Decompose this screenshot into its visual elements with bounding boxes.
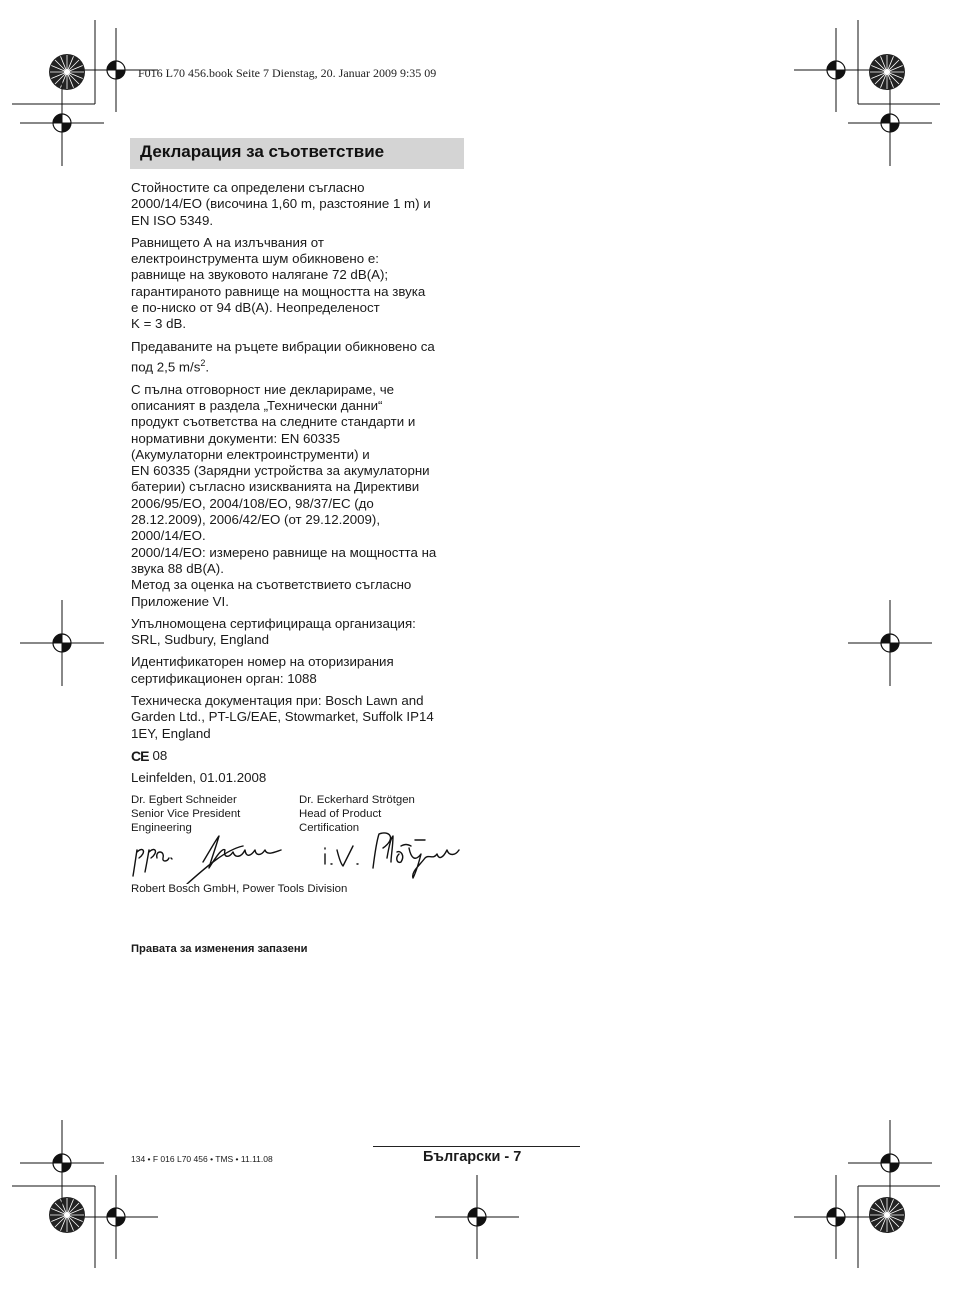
text-line: Упълномощена сертифицираща организация: — [131, 615, 416, 631]
text-line: Метод за оценка на съответствието съгласно — [131, 577, 412, 593]
text-line: EN 60335 (Зарядни устройства за акумулаторни — [131, 463, 430, 479]
text-line: K = 3 dB. — [131, 316, 187, 332]
company-name: Robert Bosch GmbH, Power Tools Division — [131, 883, 348, 895]
text-line: звука 88 dB(A). — [131, 560, 224, 576]
text-line: Идентификаторен номер на оторизирания — [131, 654, 394, 670]
section-title: Декларация за съответствие — [130, 138, 464, 169]
text-line: С пълна отговорност ние декларираме, че — [131, 381, 395, 397]
footer-page-label: Български - 7 — [423, 1149, 522, 1165]
text-line: 2006/95/ЕО, 2004/108/ЕО, 98/37/ЕС (до — [131, 495, 374, 511]
text-line: е по-ниско от 94 dB(A). Неопределеност — [131, 300, 380, 316]
star-target-icon — [869, 1197, 905, 1233]
ce-mark-icon: CE — [131, 747, 149, 764]
text-line: EN ISO 5349. — [131, 212, 214, 228]
period: . — [205, 359, 210, 375]
signatory-name: Dr. Egbert Schneider — [131, 793, 237, 806]
footer-code: 134 • F 016 L70 456 • TMS • 11.11.08 — [131, 1154, 273, 1164]
signatory-title: Senior Vice President — [131, 807, 241, 820]
print-header: F016 L70 456.book Seite 7 Dienstag, 20. Januar 2009 9:35 09 — [138, 66, 437, 80]
text-line: сертификационен орган: 1088 — [131, 670, 317, 686]
signatory-title: Head of Product — [299, 807, 382, 820]
text-line: под 2,5 m/s — [131, 359, 201, 375]
exponent: 2 — [200, 357, 206, 368]
text-line: батерии) съгласно изискванията на Директиви — [131, 479, 420, 495]
ce-year: 08 — [152, 747, 168, 763]
signatory-name: Dr. Eckerhard Strötgen — [299, 793, 415, 806]
star-target-icon — [49, 1197, 85, 1233]
text-line: Техническа документация при: Bosch Lawn and — [131, 693, 424, 709]
text-line: 2000/14/ЕО. — [131, 528, 206, 544]
text-line: SRL, Sudbury, England — [131, 632, 269, 648]
text-line: електроинструмента шум обикновено е: — [131, 251, 379, 267]
rights-reserved: Правата за изменения запазени — [131, 943, 308, 955]
signatory-title: Engineering — [131, 822, 192, 835]
place-date: Leinfelden, 01.01.2008 — [131, 770, 267, 786]
text-line: 28.12.2009), 2006/42/ЕО (от 29.12.2009), — [131, 512, 381, 528]
signatory-title: Certification — [299, 822, 360, 835]
text-line: Равнището А на излъчвания от — [131, 234, 324, 250]
text-line: продукт съответства на следните стандарти и — [131, 414, 416, 430]
text-line: Garden Ltd., PT-LG/EAE, Stowmarket, Suffolk IP14 — [131, 709, 434, 725]
star-target-icon — [49, 54, 85, 90]
text-line: Стойностите са определени съгласно — [131, 180, 365, 195]
star-target-icon — [869, 54, 905, 90]
text-line: (Акумулаторни електроинструменти) и — [131, 446, 370, 462]
text-line: 2000/14/ЕО: измерено равнище на мощността на — [131, 544, 437, 560]
text-line: нормативни документи: EN 60335 — [131, 430, 340, 446]
text-line: Предаваните на ръцете вибрации обикновено са — [131, 338, 435, 354]
text-line: описаният в раздела „Технически данни“ — [131, 397, 383, 413]
text-line: гарантираното равнище на мощността на звука — [131, 283, 426, 299]
text-line: Приложение VI. — [131, 593, 229, 609]
text-line: равнище на звуковото налягане 72 dB(A); — [131, 267, 389, 283]
text-line: 2000/14/ЕО (височина 1,60 m, разстояние 1 m) и — [131, 196, 431, 212]
text-line: 1EY, England — [131, 725, 211, 741]
